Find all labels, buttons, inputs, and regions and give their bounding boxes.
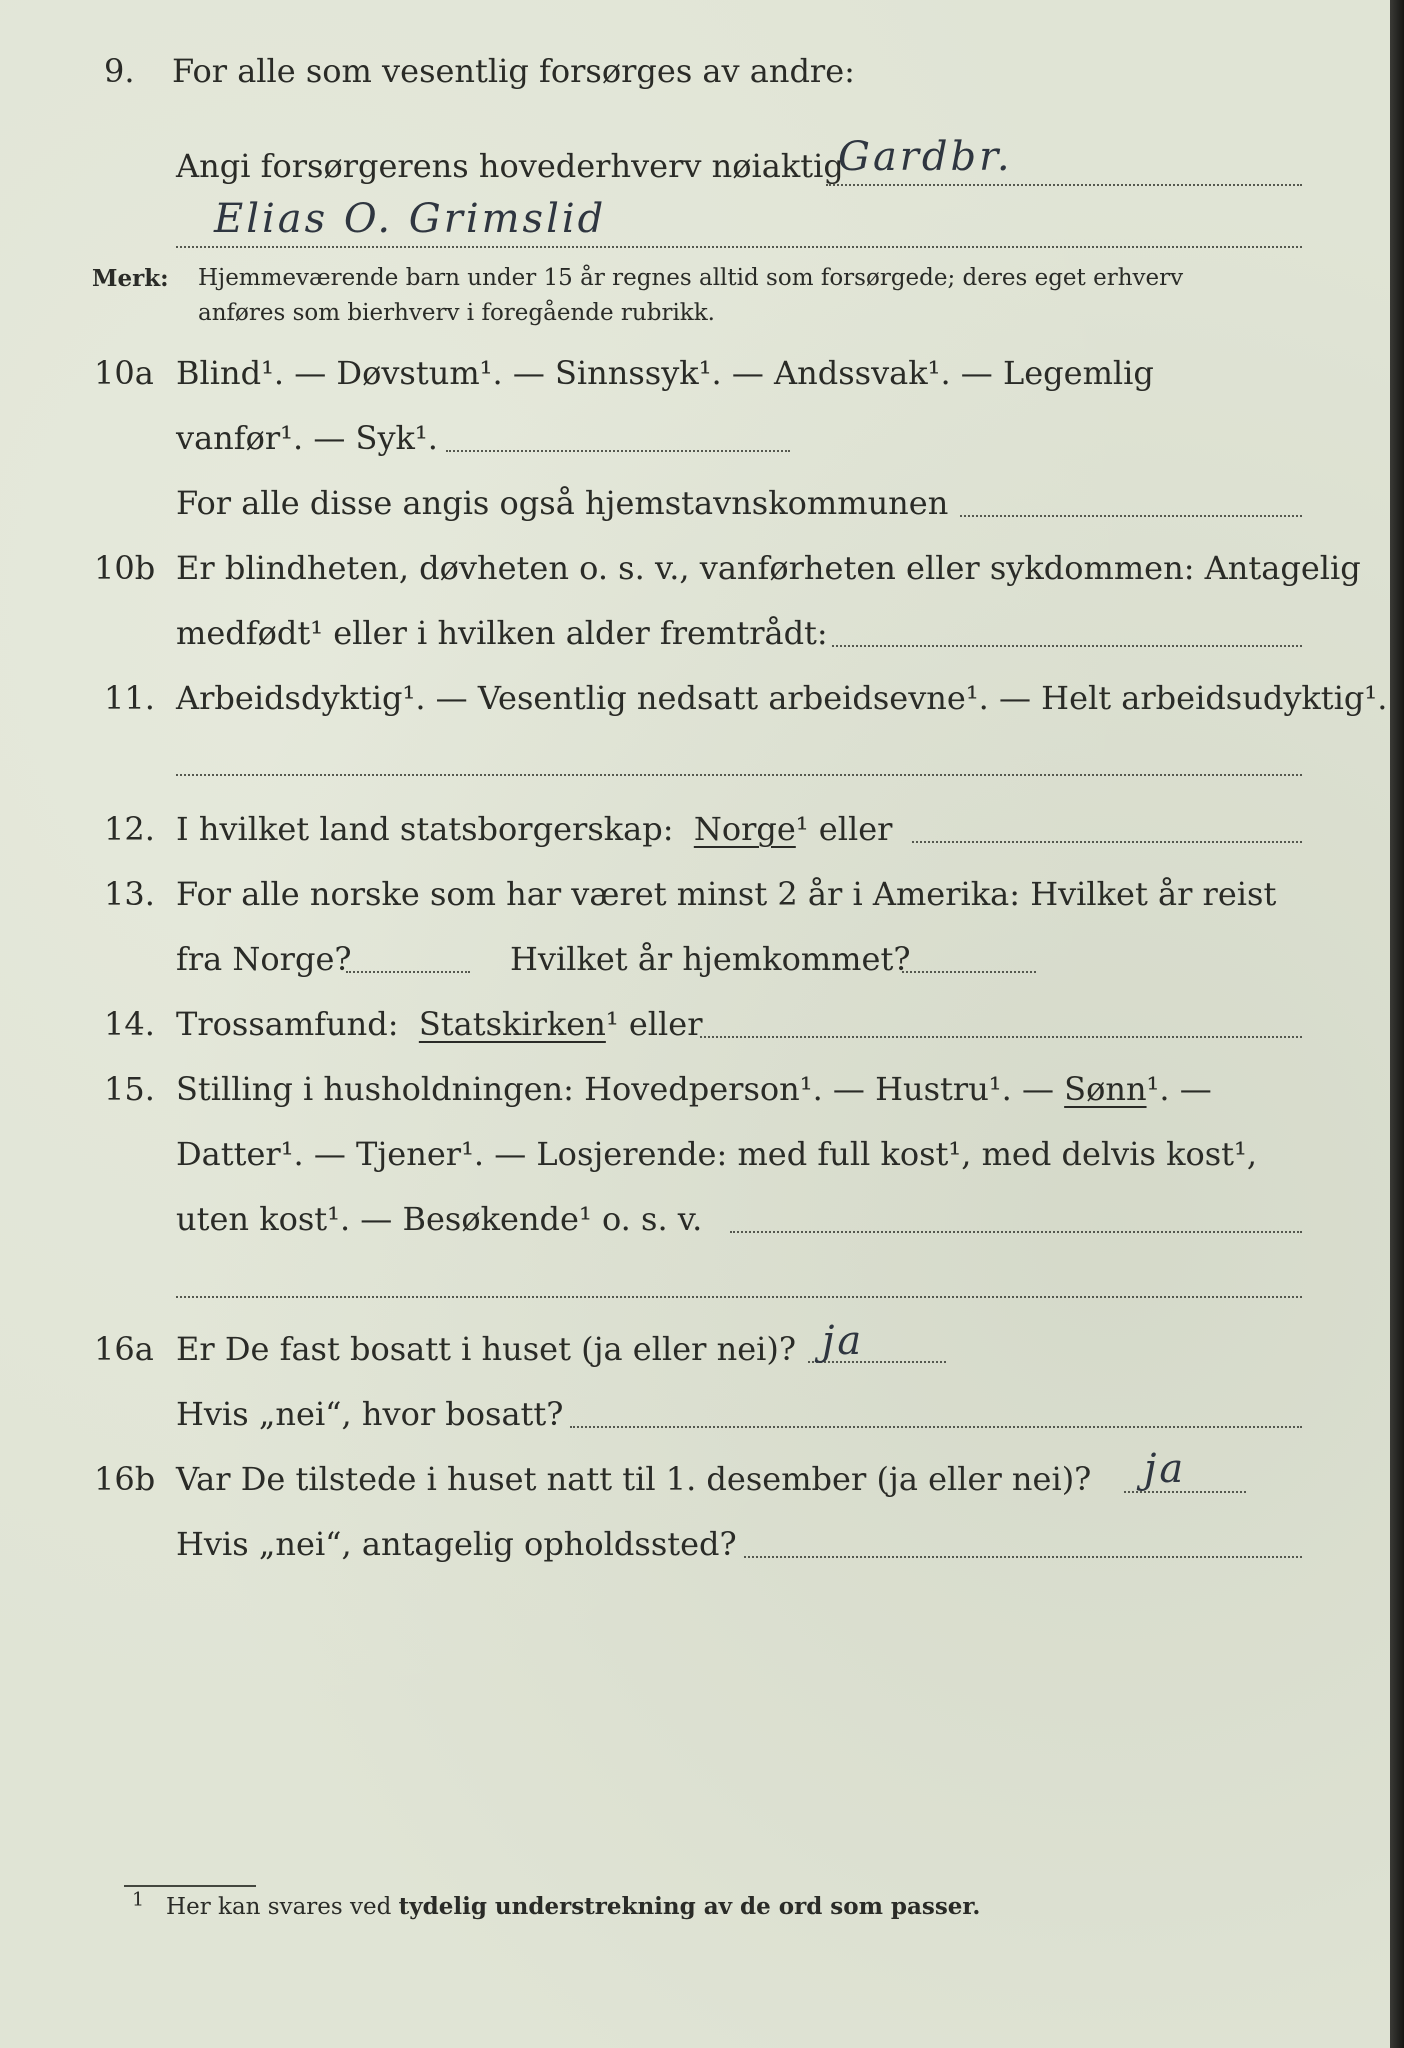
footnote-mark: 1 <box>132 1888 145 1911</box>
footnote-rule <box>124 1885 256 1887</box>
merk-label: Merk: <box>92 265 169 292</box>
scan-edge <box>1390 0 1404 2048</box>
q14-suffix: ¹ eller <box>605 1005 703 1043</box>
q10a-line1: Blind¹. — Døvstum¹. — Sinnssyk¹. — Andssvak¹. — Legemlig <box>176 354 1154 392</box>
q12-underlined-norge: Norge <box>693 810 796 848</box>
q14-underlined-statskirken: Statskirken <box>418 1005 606 1043</box>
q10a-line3: For alle disse angis også hjemstavnskommunen <box>176 484 949 522</box>
merk-line2: anføres som bierhverv i foregående rubrikk. <box>198 300 715 326</box>
q15-other-field[interactable] <box>730 1231 1302 1233</box>
footnote-bold: tydelig understrekning av de ord som passer. <box>398 1893 981 1920</box>
q15-line1-prefix: Stilling i husholdningen: Hovedperson¹. — Hustru¹. — <box>176 1070 1054 1108</box>
footnote <box>132 1888 981 1920</box>
q12-line <box>176 810 892 848</box>
q16a-number: 16a <box>94 1330 154 1368</box>
q15-number: 15. <box>104 1070 155 1108</box>
q13-line2a: fra Norge? <box>176 940 352 978</box>
q16a-handwritten-answer: ja <box>822 1318 865 1364</box>
q14-line <box>176 1005 702 1043</box>
q16b-opholdssted-field[interactable] <box>744 1556 1302 1558</box>
q9-occupation-field[interactable] <box>826 184 1302 186</box>
q9-number: 9. <box>104 52 135 90</box>
q15-extra-field[interactable] <box>176 1296 1302 1298</box>
q9-line1: For alle som vesentlig forsørges av andre: <box>172 52 855 90</box>
q9-handwritten-name: Elias O. Grimslid <box>214 196 607 242</box>
q16b-handwritten-answer: ja <box>1144 1446 1187 1492</box>
q15-line3: uten kost¹. — Besøkende¹ o. s. v. <box>176 1200 703 1238</box>
q9-name-field[interactable] <box>176 246 1302 248</box>
q13-number: 13. <box>104 875 155 913</box>
q13-hjemkommet-field[interactable] <box>902 971 1036 973</box>
q13-line1: For alle norske som har været minst 2 år i Amerika: Hvilket år reist <box>176 875 1277 913</box>
q16a-line2: Hvis „nei“, hvor bosatt? <box>176 1395 564 1433</box>
q10a-hjemstavn-field[interactable] <box>960 515 1302 517</box>
q12-suffix: ¹ eller <box>795 810 893 848</box>
q15-line1 <box>176 1070 1212 1108</box>
q16a-bosatt-field[interactable] <box>570 1426 1302 1428</box>
q12-prefix: I hvilket land statsborgerskap: <box>176 810 674 848</box>
footnote-plain: Her kan svares ved <box>166 1894 392 1920</box>
q10a-number: 10a <box>94 354 154 392</box>
q16b-line2: Hvis „nei“, antagelig opholdssted? <box>176 1525 737 1563</box>
q16b-number: 16b <box>94 1460 156 1498</box>
q10b-line1: Er blindheten, døvheten o. s. v., vanførheten eller sykdommen: Antagelig <box>176 549 1361 587</box>
q11-number: 11. <box>104 679 155 717</box>
q12-other-country-field[interactable] <box>912 841 1302 843</box>
q10a-syk-field[interactable] <box>446 450 790 452</box>
q14-number: 14. <box>104 1005 155 1043</box>
q13-reist-field[interactable] <box>346 971 470 973</box>
q10b-number: 10b <box>94 549 156 587</box>
q14-prefix: Trossamfund: <box>176 1005 399 1043</box>
q10a-line2: vanfør¹. — Syk¹. <box>176 419 438 457</box>
q16a-line1: Er De fast bosatt i huset (ja eller nei)? <box>176 1330 797 1368</box>
q16b-line1: Var De tilstede i huset natt til 1. desember (ja eller nei)? <box>176 1460 1092 1498</box>
q11-answer-field[interactable] <box>176 774 1302 776</box>
q14-other-field[interactable] <box>700 1036 1302 1038</box>
q15-underlined-sonn: Sønn <box>1064 1070 1147 1108</box>
q15-line1-suffix: ¹. — <box>1146 1070 1212 1108</box>
q9-handwritten-occupation: Gardbr. <box>838 134 1013 180</box>
q9-line2-label: Angi forsørgerens hovederhverv nøiaktig <box>176 147 844 185</box>
q11-line1: Arbeidsdyktig¹. — Vesentlig nedsatt arbeidsevne¹. — Helt arbeidsudyktig¹. <box>176 679 1388 717</box>
q13-line2b: Hvilket år hjemkommet? <box>510 940 911 978</box>
merk-line1: Hjemmeværende barn under 15 år regnes alltid som forsørgede; deres eget erhverv <box>198 265 1184 291</box>
q10b-line2: medfødt¹ eller i hvilken alder fremtrådt: <box>176 614 828 652</box>
q12-number: 12. <box>104 810 155 848</box>
q15-line2: Datter¹. — Tjener¹. — Losjerende: med full kost¹, med delvis kost¹, <box>176 1135 1258 1173</box>
q10b-alder-field[interactable] <box>832 645 1302 647</box>
